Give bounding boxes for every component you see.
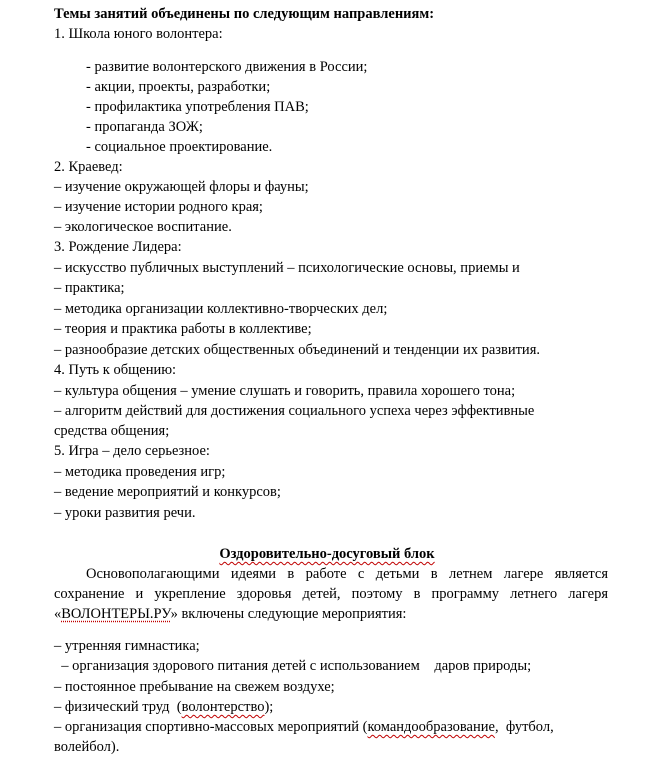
volunteering-word: волонтерство [181, 699, 265, 715]
paragraph-line: сохранение и укрепление здоровья детей, поэтому в программу летнего лагеря [54, 586, 608, 602]
list-item: – изучение окружающей флоры и фауны; [54, 179, 309, 195]
section-title-communication: 4. Путь к общению: [54, 362, 177, 378]
labor-text: – физический труд ( [54, 699, 182, 715]
list-item [54, 698, 273, 716]
list-item: – алгоритм действий для достижения социального успеха через эффективные [54, 403, 535, 419]
paragraph-tail: » включены следующие мероприятия: [170, 606, 407, 622]
paragraph-line [54, 605, 406, 623]
list-item: - пропаганда ЗОЖ; [86, 119, 203, 135]
camp-name: ВОЛОНТЕРЫ.РУ [61, 606, 171, 622]
list-item: волейбол). [54, 739, 120, 755]
list-item: – организация здорового питания детей с использованием даров природы; [54, 658, 532, 674]
list-item: – методика проведения игр; [54, 464, 226, 480]
list-item [54, 718, 554, 736]
labor-tail: ); [264, 699, 274, 715]
list-item: - социальное проектирование. [86, 139, 273, 155]
sport-text: – организация спортивно-массовых мероприятий ( [54, 719, 368, 735]
list-item: – уроки развития речи. [54, 505, 196, 521]
section-title-game: 5. Игра – дело серьезное: [54, 443, 210, 459]
team-building-word: командообразование [367, 719, 495, 735]
list-item: – ведение мероприятий и конкурсов; [54, 484, 281, 500]
paragraph-line: Основополагающими идеями в работе с детьми в летнем лагере является [86, 566, 608, 582]
list-item: – утренняя гимнастика; [54, 638, 200, 654]
sport-tail: , футбол, [494, 719, 554, 735]
list-item: – постоянное пребывание на свежем воздухе; [54, 679, 335, 695]
list-item: – методика организации коллективно-творческих дел; [54, 301, 388, 317]
list-item: – практика; [54, 280, 125, 296]
list-item: – культура общения – умение слушать и говорить, правила хорошего тона; [54, 383, 516, 399]
block-title [0, 545, 654, 563]
list-item: - развитие волонтерского движения в России; [86, 59, 368, 75]
list-item: – теория и практика работы в коллективе; [54, 321, 312, 337]
page-heading: Темы занятий объединены по следующим направлениям: [54, 6, 435, 22]
list-item: – изучение истории родного края; [54, 199, 263, 215]
list-item: средства общения; [54, 423, 170, 439]
section-title-local-history: 2. Краевед: [54, 159, 123, 175]
list-item: – экологическое воспитание. [54, 219, 232, 235]
list-item: - профилактика употребления ПАВ; [86, 99, 309, 115]
list-item: - акции, проекты, разработки; [86, 79, 271, 95]
section-title-leader: 3. Рождение Лидера: [54, 239, 182, 255]
list-item: – искусство публичных выступлений – психологические основы, приемы и [54, 260, 520, 276]
block-title-text: Оздоровительно-досуговый блок [219, 546, 435, 562]
list-item: – разнообразие детских общественных объединений и тенденции их развития. [54, 342, 540, 358]
section-title-volunteer-school: 1. Школа юного волонтера: [54, 26, 223, 42]
quote-open: « [54, 606, 62, 622]
